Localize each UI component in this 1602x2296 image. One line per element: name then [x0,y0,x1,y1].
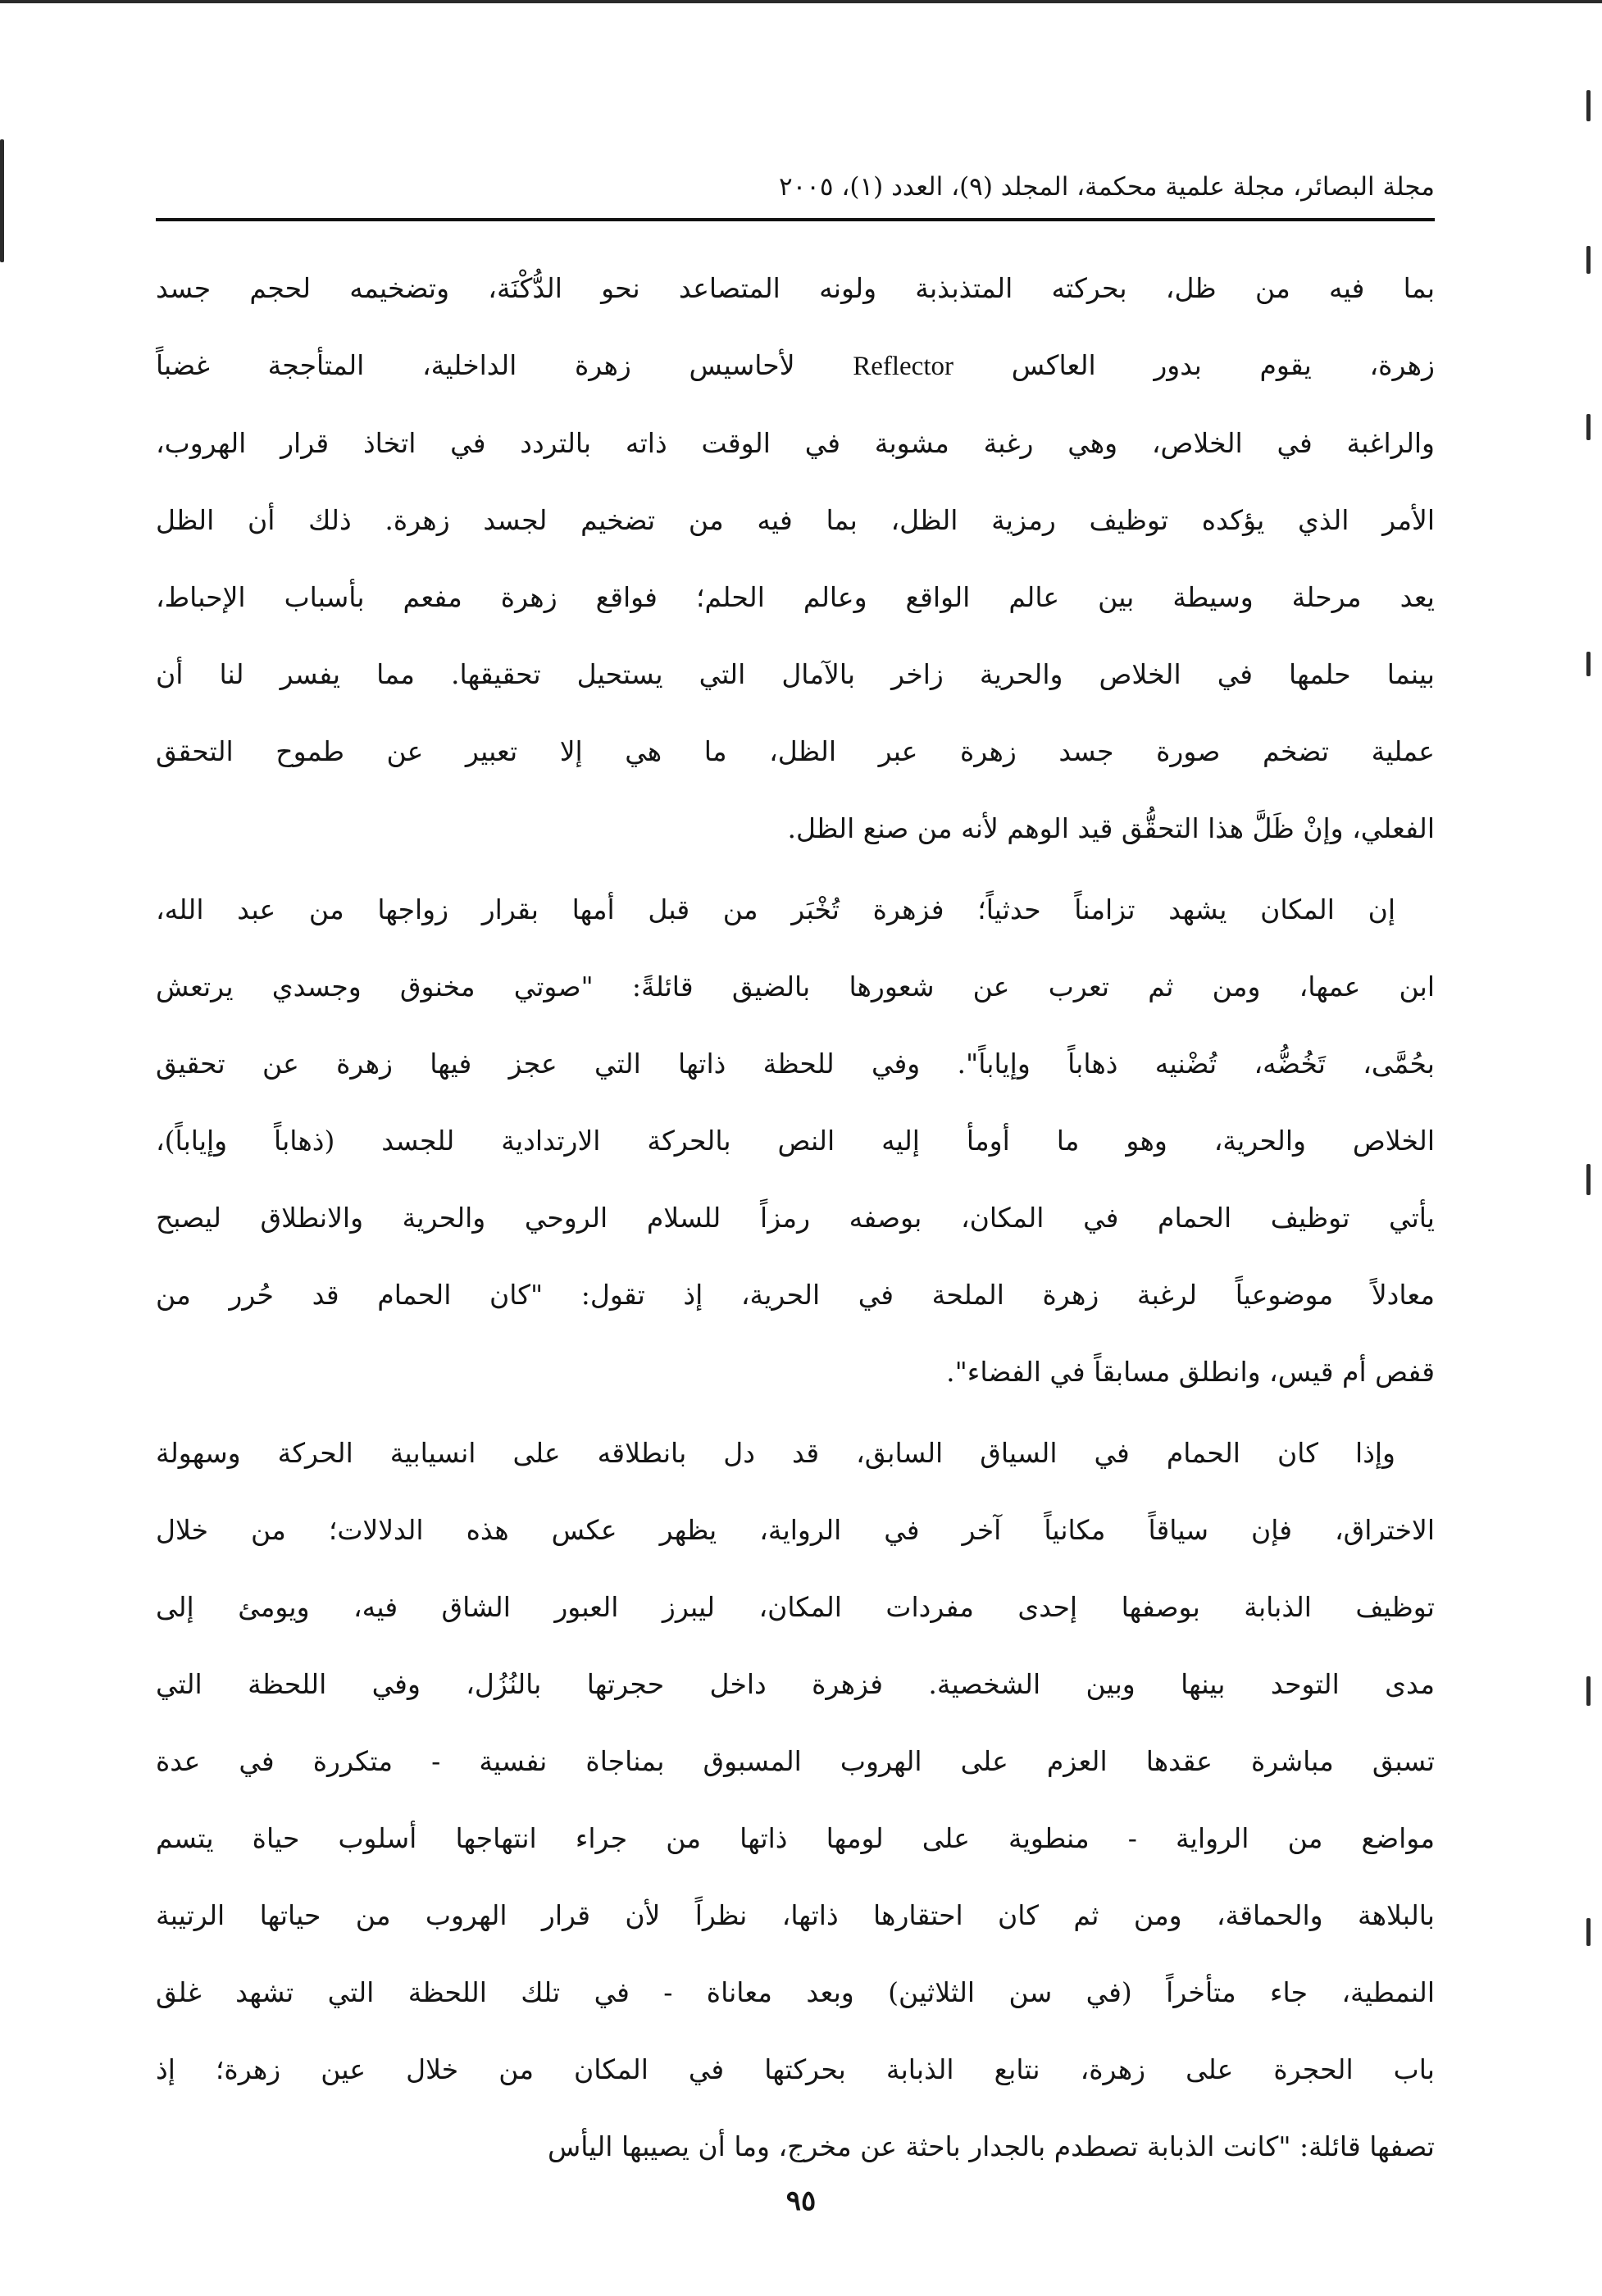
text-line: الخلاص والحرية، وهو ما أومأ إليه النص بالحركة الارتدادية للجسد (ذهاباً وإياباً)، [156,1125,1435,1157]
text-line: بالبلاهة والحماقة، ومن ثم كان احتقارها ذاتها، نظراً لأن قرار الهروب من حياتها الرتيبة [156,1899,1435,1931]
text-line-with-english-term: زهرة، يقوم بدور العاكس Reflector لأحاسيس زهرة الداخلية، المتأججة غضباً [156,349,1435,381]
text-line: يعد مرحلة وسيطة بين عالم الواقع وعالم الحلم؛ فواقع زهرة مفعم بأسباب الإحباط، [156,581,1435,613]
scan-edge-mark [1586,90,1591,121]
paragraph-1 [156,250,1435,867]
text-line: بما فيه من ظل، بحركته المتذبذبة ولونه المتصاعد نحو الدُّكْنَة، وتضخيمه لحجم جسد [156,272,1435,304]
scan-edge-mark [1586,652,1591,676]
page-number: ٩٥ [785,2185,817,2217]
scan-edge-mark [1586,1164,1591,1195]
text-line: والراغبة في الخلاص، وهي رغبة مشوبة في الوقت ذاته بالتردد في اتخاذ قرار الهروب، [156,427,1435,459]
text-line: تسبق مباشرة عقدها العزم على الهروب المسبوق بمناجاة نفسية - متكررة في عدة [156,1745,1435,1777]
text-line: توظيف الذبابة بوصفها إحدى مفردات المكان، ليبرز العبور الشاق فيه، ويومئ إلى [156,1591,1435,1623]
journal-header-block [156,164,1435,221]
text-line: إن المكان يشهد تزامناً حدثياً؛ فزهرة تُخْبَر من قبل أمها بقرار زواجها من عبد الله، [156,893,1395,925]
scan-top-border [0,0,1602,11]
scan-edge-mark [1586,1918,1591,1946]
text-line: ابن عمها، ومن ثم تعرب عن شعورها بالضيق قائلةً: "صوتي مخنوق وجسدي يرتعش [156,971,1435,1003]
text-line: بحُمَّى، تَخُضُّه، تُضْنيه ذهاباً وإياباً". وفي للحظة ذاتها التي عجز فيها زهرة عن تحقيق [156,1048,1435,1080]
scan-edge-mark [1586,1676,1591,1706]
text-line: قفص أم قيس، وانطلق مسابقاً في الفضاء". [946,1356,1435,1388]
text-line: باب الحجرة على زهرة، نتابع الذبابة بحركتها في المكان من خلال عين زهرة؛ إذ [156,2053,1435,2085]
text-line: النمطية، جاء متأخراً (في سن الثلاثين) وبعد معاناة - في تلك اللحظة التي تشهد غلق [156,1976,1435,2008]
text-line: وإذا كان الحمام في السياق السابق، قد دل بانطلاقه على انسيابية الحركة وسهولة [156,1437,1395,1469]
scan-edge-mark [1586,246,1591,274]
text-line: يأتي توظيف الحمام في المكان، بوصفه رمزاً للسلام الروحي والحرية والانطلاق ليصبح [156,1202,1435,1234]
header-rule [156,218,1435,221]
text-line: عملية تضخم صورة جسد زهرة عبر الظل، ما هي إلا تعبير عن طموح التحقق [156,735,1435,767]
text-line: بينما حلمها في الخلاص والحرية زاخر بالآمال التي يستحيل تحقيقها. مما يفسر لنا أن [156,658,1435,690]
text-line: تصفها قائلة: "كانت الذبابة تصطدم بالجدار باحثة عن مخرج، وما أن يصيبها اليأس [547,2130,1435,2162]
text-line: معادلاً موضوعياً لرغبة زهرة الملحة في الحرية، إذ تقول: "كان الحمام قد حُرر من [156,1279,1435,1311]
scan-edge-mark [1586,414,1591,440]
text-line: الاختراق، فإن سياقاً مكانياً آخر في الرواية، يظهر عكس هذه الدلالات؛ من خلال [156,1514,1435,1546]
english-term: Reflector [853,352,953,381]
scan-edge-mark [0,139,4,262]
text-line: الفعلي، وإنْ ظَلَّ هذا التحقُّق قيد الوهم لأنه من صنع الظل. [787,812,1435,844]
text-line: مواضع من الرواية - منطوية على لومها ذاتها من جراء انتهاجها أسلوب حياة يتسم [156,1822,1435,1854]
paragraph-2 [156,871,1435,1411]
paragraph-3 [156,1415,1435,2185]
journal-header-text: مجلة البصائر، مجلة علمية محكمة، المجلد (٩)، العدد (١)، ٢٠٠٥ [778,172,1435,202]
article-body [156,250,1435,2160]
text-line: مدى التوحد بينها وبين الشخصية. فزهرة داخل حجرتها بالنُزُل، وفي اللحظة التي [156,1668,1435,1700]
text-line: الأمر الذي يؤكده توظيف رمزية الظل، بما فيه من تضخيم لجسد زهرة. ذلك أن الظل [156,504,1435,536]
